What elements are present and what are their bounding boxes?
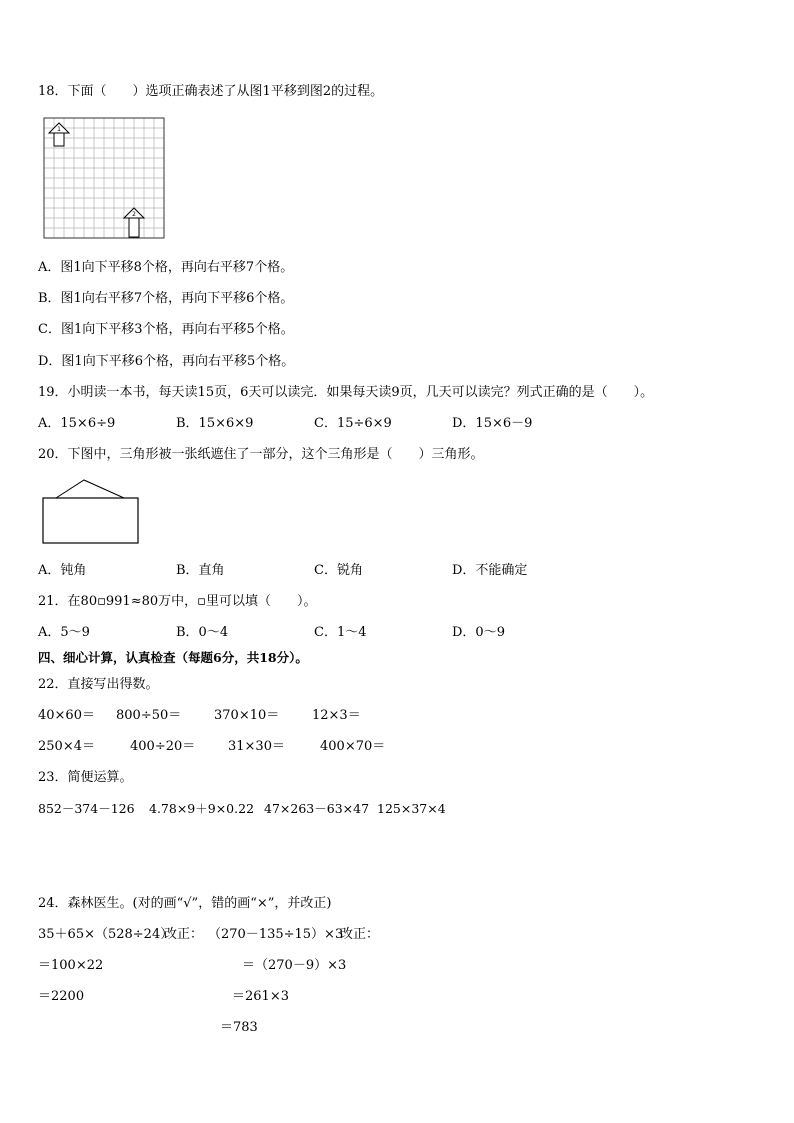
q19-option-c: C．15÷6×9 <box>314 416 392 431</box>
q20-covered-triangle-figure <box>40 478 142 546</box>
q20-option-a: A．钝角 <box>38 563 87 578</box>
q20-option-c: C．锐角 <box>314 563 363 578</box>
q24-right-step-4: ＝783 <box>220 1020 258 1035</box>
q24-stem: 24．森林医生。(对的画“√”，错的画“×”，并改正) <box>38 896 332 911</box>
q18-option-b: B．图1向右平移7个格，再向下平移6个格。 <box>38 291 294 306</box>
section-4-title: 四、细心计算，认真检查（每题6分，共18分）。 <box>38 650 308 665</box>
covering-paper <box>43 498 138 543</box>
q24-left-step-3: ＝2200 <box>38 989 85 1004</box>
q21-option-d: D．0～9 <box>452 625 505 640</box>
q21-stem: 21．在80▫991≈80万中，▫里可以填（ ）。 <box>38 594 317 609</box>
q21-option-a: A．5～9 <box>38 625 90 640</box>
q19-option-d: D．15×6－9 <box>452 416 533 431</box>
q18-grid-figure <box>40 114 168 242</box>
q23-item-1: 852－374－126 <box>38 801 135 816</box>
q20-option-b: B．直角 <box>176 563 225 578</box>
q19-stem: 19．小明读一本书，每天读15页，6天可以读完．如果每天读9页，几天可以读完？列式正确的是（ ）。 <box>38 385 654 400</box>
q21-option-c: C．1～4 <box>314 625 367 640</box>
q21-option-b: B．0～4 <box>176 625 229 640</box>
q20-option-d: D．不能确定 <box>452 563 528 578</box>
q22-r1-c3: 370×10＝ <box>214 708 280 723</box>
q22-r2-c4: 400×70＝ <box>320 739 386 754</box>
q23-stem: 23．简便运算。 <box>38 770 133 785</box>
q22-r2-c2: 400÷20＝ <box>130 739 196 754</box>
triangle-visible-part <box>56 480 124 498</box>
q18-stem: 18．下面（ ）选项正确表述了从图1平移到图2的过程。 <box>38 84 384 99</box>
q22-r1-c2: 800÷50＝ <box>116 708 182 723</box>
q18-option-c: C．图1向下平移3个格，再向右平移5个格。 <box>38 322 294 337</box>
q24-right-step-2: ＝（270－9）×3 <box>242 958 347 973</box>
q23-item-2: 4.78×9＋9×0.22 <box>149 801 255 816</box>
q22-r2-c3: 31×30＝ <box>228 739 285 754</box>
q24-right-step-3: ＝261×3 <box>232 989 289 1004</box>
q22-r1-c4: 12×3＝ <box>312 708 361 723</box>
q24-left-correction-label: 改正： <box>164 927 204 942</box>
q18-option-d: D．图1向下平移6个格，再向右平移5个格。 <box>38 354 295 369</box>
house-1-label: 1 <box>57 126 61 133</box>
q24-right-correction-label: 改正： <box>340 927 380 942</box>
q24-right-expression: （270－135÷15）×3 <box>208 927 344 942</box>
q23-item-4: 125×37×4 <box>377 801 446 816</box>
q19-option-a: A．15×6÷9 <box>38 416 116 431</box>
house-2-label: 2 <box>132 211 136 218</box>
q23-item-3: 47×263－63×47 <box>264 801 370 816</box>
q22-r2-c1: 250×4＝ <box>38 739 95 754</box>
q24-left-expression: 35＋65×（528÷24） <box>38 927 174 942</box>
q20-stem: 20．下图中，三角形被一张纸遮住了一部分，这个三角形是（ ）三角形。 <box>38 447 484 462</box>
q24-left-step-2: ＝100×22 <box>38 958 104 973</box>
q19-option-b: B．15×6×9 <box>176 416 254 431</box>
q22-r1-c1: 40×60＝ <box>38 708 95 723</box>
q22-stem: 22．直接写出得数。 <box>38 677 159 692</box>
q18-option-a: A．图1向下平移8个格，再向右平移7个格。 <box>38 260 294 275</box>
